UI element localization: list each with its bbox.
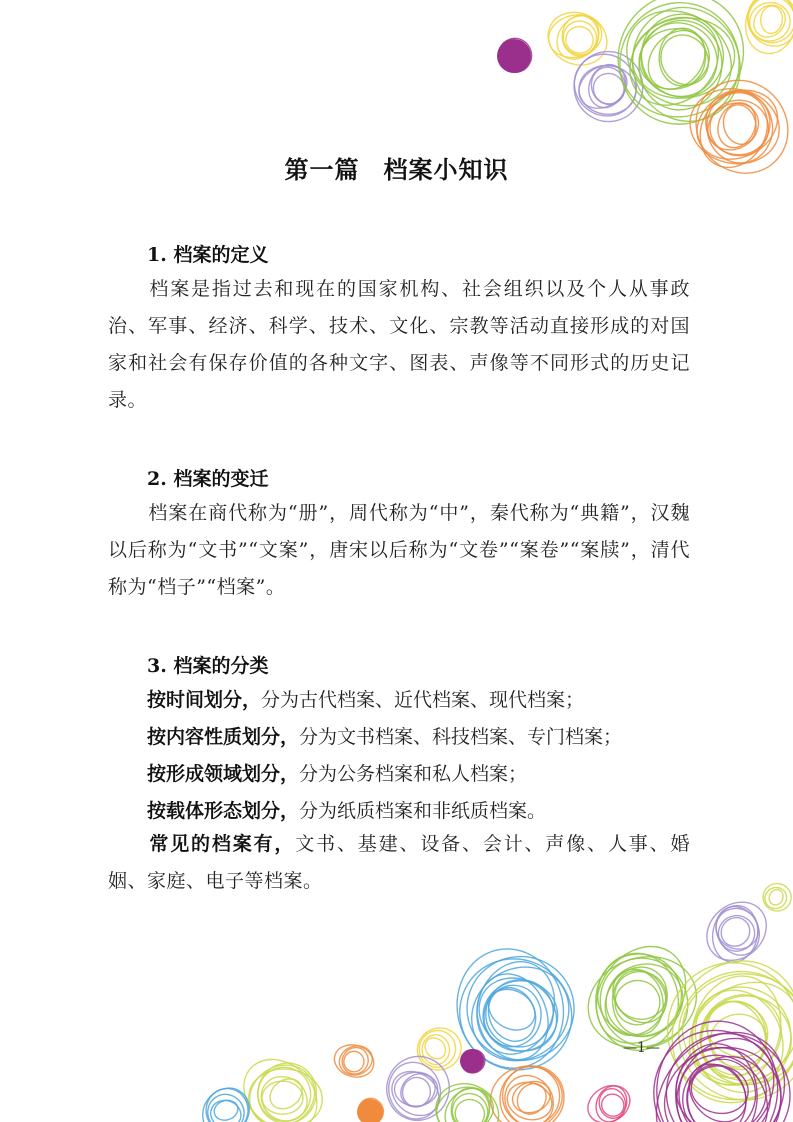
- decorative-ring: [602, 958, 677, 1033]
- decorative-ring: [363, 1106, 378, 1119]
- decorative-ring: [587, 63, 629, 108]
- decorative-ring: [571, 57, 635, 117]
- decorative-ring: [502, 1077, 556, 1122]
- common-label: 常见的档案有，: [148, 833, 296, 855]
- decorative-ring: [607, 973, 667, 1033]
- decorative-ring: [432, 1082, 497, 1122]
- title-part-name: 档案小知识: [383, 155, 509, 184]
- decorative-ring: [487, 1053, 577, 1122]
- decorative-ring: [629, 1006, 793, 1122]
- title-part-number: 第一篇: [284, 155, 360, 184]
- decorative-ring: [593, 956, 679, 1047]
- item-text: 分为公务档案和私人档案；: [299, 763, 528, 785]
- decorative-ring: [540, 3, 616, 74]
- decorative-ring: [394, 1072, 438, 1107]
- decorative-ring: [343, 1051, 364, 1073]
- decorative-ring: [652, 1017, 782, 1122]
- decorative-ring: [739, 0, 793, 55]
- decorative-ring: [212, 1097, 241, 1122]
- decorative-ring: [427, 1074, 508, 1122]
- decorative-ring: [453, 948, 587, 1079]
- decorative-ring: [480, 980, 544, 1049]
- decorative-ring: [694, 995, 772, 1084]
- item-text: 分为古代档案、近代档案、现代档案；: [261, 689, 585, 711]
- decorative-ring: [628, 12, 739, 104]
- decorative-ring: [330, 1040, 377, 1082]
- classification-item: [147, 722, 622, 749]
- section-heading: 3. 档案的分类: [147, 655, 269, 677]
- decorative-ring: [696, 991, 777, 1067]
- decorative-ring: [633, 14, 729, 115]
- decorative-ring: [262, 1081, 303, 1114]
- decorative-ring: [394, 1067, 442, 1114]
- classification-item: [147, 796, 546, 823]
- decorative-ring: [421, 1034, 451, 1066]
- decorative-ring: [589, 945, 690, 1045]
- decorative-ring: [711, 97, 762, 154]
- decorative-ring: [457, 1045, 490, 1078]
- decorative-ring: [569, 46, 649, 127]
- decorative-ring: [609, 0, 748, 124]
- decorative-dot: [497, 39, 531, 73]
- decorative-ring: [709, 901, 766, 956]
- decorative-ring: [649, 1016, 793, 1122]
- decorative-ring: [652, 948, 793, 1115]
- decorative-ring: [609, 968, 667, 1038]
- decorative-ring: [481, 981, 542, 1038]
- decorative-ring: [611, 968, 669, 1023]
- decorative-ring: [706, 1010, 771, 1071]
- section-body: [108, 271, 690, 419]
- decorative-ring: [674, 1044, 782, 1122]
- decorative-ring: [463, 1053, 480, 1070]
- decorative-ring: [657, 1019, 793, 1122]
- decorative-ring: [436, 1079, 499, 1122]
- decorative-ring: [761, 882, 793, 913]
- decorative-ring: [355, 1096, 386, 1122]
- decorative-ring: [591, 1081, 632, 1122]
- decorative-ring: [205, 1087, 249, 1122]
- decorative-ring: [595, 952, 694, 1048]
- decorative-ring: [437, 936, 594, 1092]
- decorative-ring: [335, 1041, 376, 1079]
- decorative-ring: [612, 0, 736, 123]
- decorative-ring: [746, 0, 793, 44]
- decorative-ring: [357, 1099, 385, 1122]
- section-heading: 1. 档案的定义: [147, 244, 269, 266]
- decorative-ring: [451, 1095, 488, 1122]
- decorative-ring: [715, 912, 755, 952]
- page-title: [0, 150, 793, 185]
- decorative-ring: [450, 1087, 491, 1122]
- decorative-ring: [747, 0, 791, 43]
- decorative-ring: [678, 977, 793, 1105]
- decorative-ring: [657, 27, 707, 88]
- decorative-ring: [230, 1045, 332, 1122]
- decorative-ring: [669, 1046, 770, 1122]
- decorative-ring: [767, 887, 786, 907]
- decorative-ring: [508, 1077, 554, 1118]
- decorative-ring: [461, 1050, 483, 1073]
- decorative-ring: [252, 1061, 317, 1122]
- decorative-ring: [666, 1038, 776, 1122]
- decorative-ring: [411, 1022, 467, 1077]
- decorative-ring: [629, 10, 729, 108]
- decorative-ring: [761, 884, 790, 913]
- item-label: 按载体形态划分，: [147, 800, 300, 822]
- section-body: [108, 495, 690, 606]
- decorative-ring: [382, 1056, 448, 1122]
- item-label: 按形成领域划分，: [147, 763, 300, 785]
- decorative-ring: [512, 1078, 552, 1120]
- decorative-ring: [653, 946, 793, 1122]
- decorative-ring: [478, 980, 547, 1053]
- decorative-ring: [465, 963, 571, 1065]
- decorative-ring: [684, 1062, 749, 1122]
- decorative-ring: [472, 966, 567, 1061]
- classification-item: [147, 685, 584, 712]
- decorative-ring: [684, 978, 793, 1091]
- decorative-ring: [484, 1059, 569, 1122]
- decorative-ring: [596, 1086, 629, 1121]
- decorative-ring: [557, 15, 603, 62]
- decorative-ring: [652, 26, 718, 94]
- decorative-ring: [698, 993, 793, 1088]
- decorative-ring: [716, 913, 758, 954]
- decorative-ring: [719, 101, 760, 147]
- decorative-ring: [337, 1043, 373, 1080]
- section-heading: 2. 档案的变迁: [147, 468, 269, 490]
- decorative-ring: [544, 10, 606, 63]
- decorative-ring: [548, 7, 607, 67]
- decorative-dot: [357, 1099, 383, 1122]
- decorative-ring: [445, 938, 576, 1080]
- decorative-ring: [675, 1043, 758, 1122]
- decorative-ring: [502, 1066, 561, 1122]
- decorative-ring: [661, 1037, 786, 1122]
- decorative-ring: [562, 41, 649, 128]
- decorative-ring: [246, 1066, 324, 1122]
- decorative-ring: [264, 1073, 308, 1115]
- decorative-ring: [697, 992, 777, 1079]
- decorative-ring: [741, 0, 793, 58]
- decorative-ring: [412, 1024, 462, 1074]
- decorative-ring: [494, 34, 535, 76]
- item-label: 按时间划分，: [147, 689, 262, 711]
- decorative-ring: [593, 0, 769, 142]
- decorative-ring: [465, 955, 576, 1063]
- decorative-dot: [460, 1049, 484, 1073]
- decorative-ring: [421, 1034, 450, 1063]
- decorative-ring: [677, 969, 793, 1099]
- decorative-ring: [504, 49, 523, 66]
- decorative-ring: [581, 1078, 636, 1122]
- decorative-ring: [669, 961, 793, 1106]
- decorative-ring: [597, 1090, 628, 1121]
- decorative-ring: [383, 1062, 447, 1122]
- decorative-ring: [201, 1087, 251, 1122]
- decorative-ring: [562, 23, 597, 57]
- decorative-ring: [615, 0, 758, 138]
- decorative-ring: [740, 0, 793, 50]
- decorative-ring: [594, 952, 680, 1052]
- decorative-ring: [481, 979, 559, 1053]
- body-text: 档案是指过去和现在的国家机构、社会组织以及个人从事政治、军事、经济、科学、技术、文化、宗教等活动直接形成的对国家和社会有保存价值的各种文字、图表、声像等不同形式的历史记录。: [108, 278, 690, 411]
- decorative-ring: [466, 964, 559, 1069]
- decorative-ring: [193, 1079, 259, 1122]
- decorative-ring: [651, 1033, 793, 1122]
- decorative-ring: [679, 965, 793, 1096]
- common-text: 文书、基建、设备、会计、声像、人事、婚姻、家庭、电子等档案。: [108, 833, 690, 892]
- item-text: 分为纸质档案和非纸质档案。: [299, 800, 547, 822]
- decorative-ring: [561, 15, 599, 57]
- decorative-ring: [630, 1007, 793, 1122]
- decorative-ring: [637, 19, 717, 100]
- decorative-ring: [495, 1066, 563, 1122]
- decorative-ring: [496, 39, 533, 76]
- decorative-ring: [708, 902, 763, 967]
- decorative-ring: [582, 59, 631, 113]
- decorative-ring: [627, 0, 738, 111]
- item-text: 分为文书档案、科技档案、专门档案；: [299, 726, 623, 748]
- decorative-ring: [577, 63, 639, 117]
- classification-item: [147, 759, 527, 786]
- decorative-ring: [695, 890, 778, 972]
- decorative-ring: [708, 899, 767, 962]
- decorative-ring: [682, 973, 793, 1086]
- decorative-ring: [634, 22, 715, 95]
- decorative-ring: [446, 1087, 495, 1122]
- decorative-ring: [678, 1053, 758, 1122]
- page-number: —1—: [623, 1040, 660, 1056]
- decorative-ring: [651, 941, 793, 1122]
- decorative-ring: [587, 67, 630, 110]
- decorative-ring: [249, 1055, 325, 1122]
- decorative-ring: [378, 1048, 458, 1122]
- decorative-ring: [465, 952, 566, 1065]
- decorative-ring: [207, 1096, 245, 1122]
- common-archives-paragraph: [108, 826, 690, 900]
- item-label: 按内容性质划分，: [147, 726, 300, 748]
- decorative-ring: [688, 1062, 752, 1118]
- decorative-ring: [252, 1068, 316, 1122]
- decorative-ring: [607, 0, 752, 137]
- decorative-ring: [399, 1074, 433, 1110]
- decorative-ring: [238, 1053, 326, 1122]
- decorative-ring: [760, 5, 784, 34]
- body-text: 档案在商代称为“册”，周代称为“中”，秦代称为“典籍”，汉魏以后称为“文书”“文案”，唐宋以后称为“文卷”“案卷”“案牍”，清代称为“档子”“档案”。: [108, 502, 690, 598]
